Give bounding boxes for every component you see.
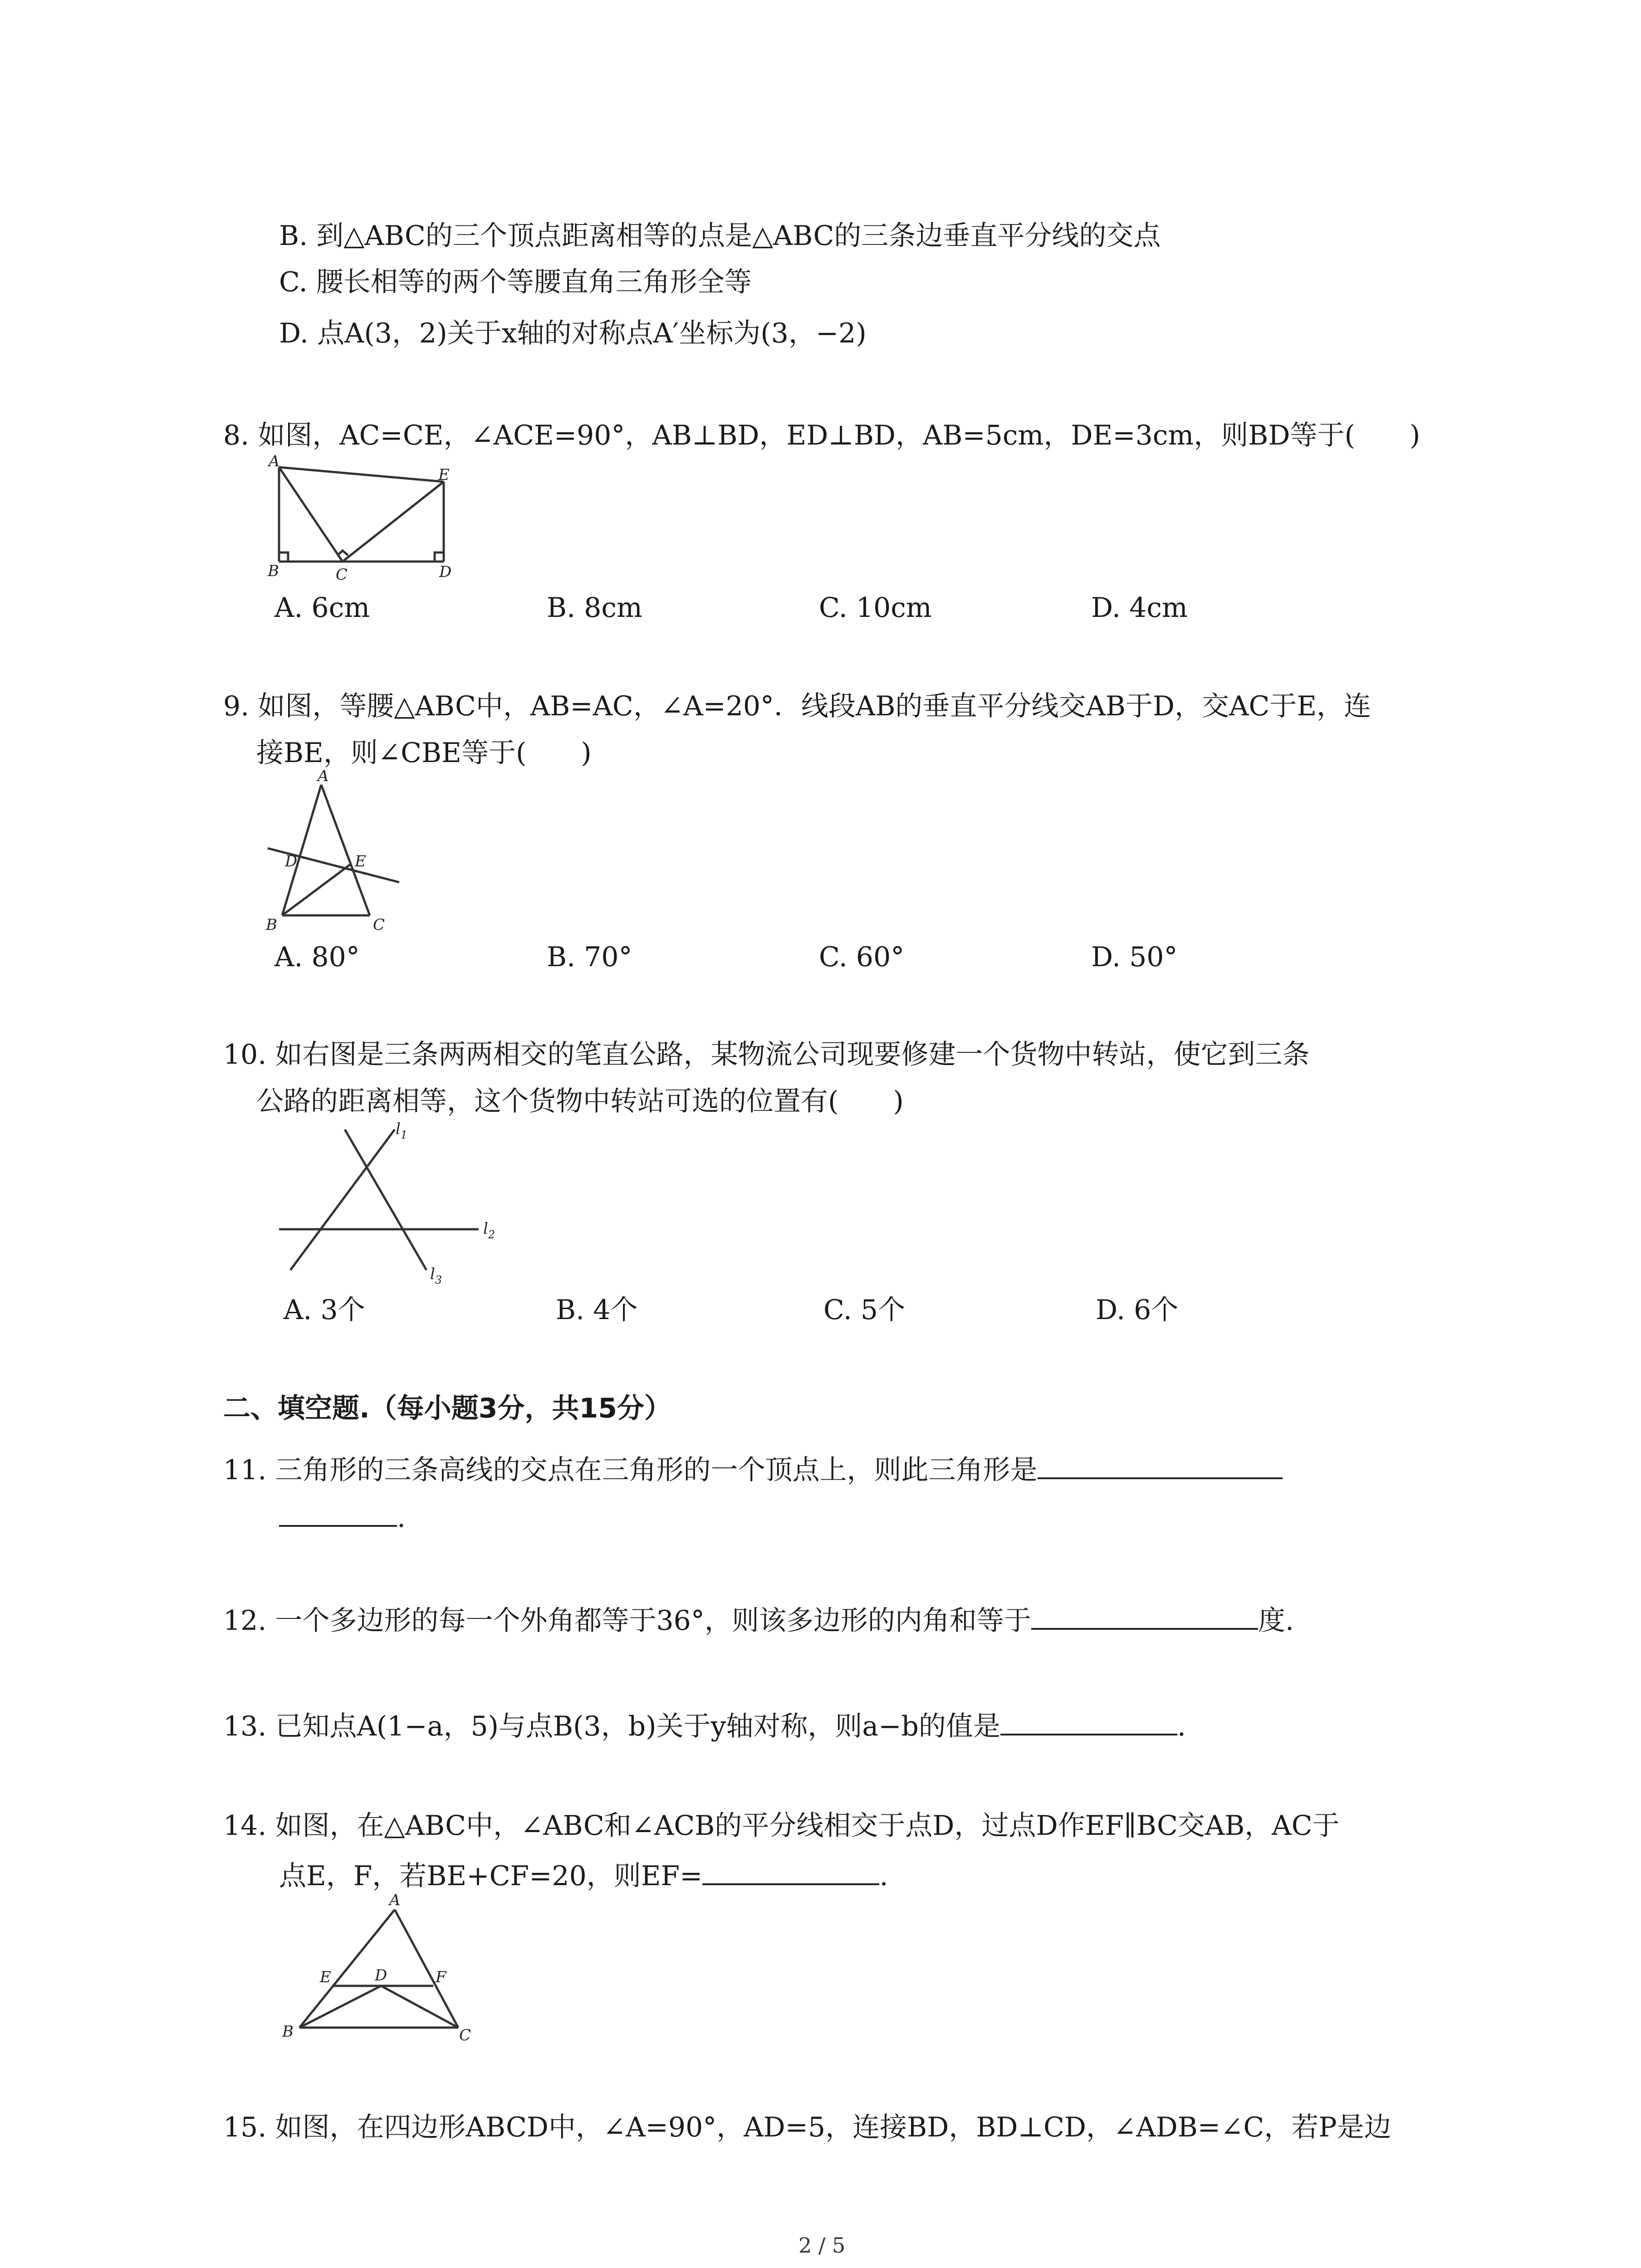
q14-label-f: F — [436, 1968, 446, 1986]
q14-end: . — [879, 1860, 888, 1892]
q14-stem-line1: 14. 如图，在△ABC中，∠ABC和∠ACB的平分线相交于点D，过点D作EF∥BC交AB，AC于 — [223, 1810, 1340, 1842]
q14-label-b: B — [282, 2023, 294, 2041]
q9-segment-ac — [321, 785, 370, 915]
q13-end: . — [1177, 1711, 1186, 1742]
q10-road-l3 — [345, 1129, 426, 1270]
q9-segment-be — [282, 864, 351, 915]
q8-segment-ce — [343, 482, 444, 562]
q8-label-d: D — [439, 563, 452, 581]
q8-right-angle-d — [435, 552, 444, 562]
q10-stem-line2: 公路的距离相等，这个货物中转站可选的位置有( ) — [256, 1085, 904, 1117]
q8-options — [274, 590, 1363, 626]
q9-stem-line2: 接BE，则∠CBE等于( ) — [256, 737, 592, 769]
q14-segment-bd — [299, 1986, 381, 2028]
q10-figure — [272, 1120, 535, 1288]
q11-answer-blank[interactable] — [1038, 1449, 1283, 1479]
q13-text — [223, 1706, 1186, 1745]
q12-text — [223, 1600, 1294, 1639]
q9-figure — [254, 767, 417, 943]
q9-option-b: B. 70° — [547, 941, 632, 973]
q8-label-b: B — [268, 562, 279, 580]
q8-option-c: C. 10cm — [819, 592, 932, 624]
page-number: 2 / 5 — [798, 2233, 846, 2258]
q7-option-b: B. 到△ABC的三个顶点距离相等的点是△ABC的三条边垂直平分线的交点 — [279, 220, 1161, 252]
q11-end: . — [397, 1502, 406, 1534]
q14-stem-line2 — [279, 1855, 888, 1894]
q8-label-e: E — [438, 466, 450, 484]
q8-stem: 8. 如图，AC=CE，∠ACE=90°，AB⊥BD，ED⊥BD，AB=5cm，DE=3cm，则BD等于( ) — [223, 420, 1421, 451]
q8-figure — [254, 454, 463, 590]
q9-option-c: C. 60° — [819, 941, 905, 973]
q12-answer-blank[interactable] — [1031, 1600, 1258, 1630]
q11-text — [223, 1449, 1283, 1488]
q13-answer-blank[interactable] — [1000, 1706, 1177, 1735]
q14-label-a: A — [389, 1891, 401, 1909]
q8-right-angle-b — [279, 552, 288, 562]
q9-label-e: E — [355, 852, 366, 870]
section-fill-in-title: 二、填空题.（每小题3分，共15分） — [223, 1393, 672, 1424]
q12-end: 度. — [1258, 1605, 1294, 1637]
q10-stem-line1: 10. 如右图是三条两两相交的笔直公路，某物流公司现要修建一个货物中转站，使它到三条 — [223, 1039, 1310, 1070]
q11-stem: 11. 三角形的三条高线的交点在三角形的一个顶点上，则此三角形是 — [223, 1454, 1038, 1486]
q9-options — [274, 939, 1363, 975]
q14-stem-line2-text: 点E，F，若BE+CF=20，则EF= — [279, 1860, 703, 1892]
q14-label-c: C — [459, 2026, 471, 2044]
q10-label-l1: $l_1$ — [396, 1120, 408, 1141]
q10-options — [284, 1292, 1372, 1328]
q8-segment-ae — [279, 467, 444, 482]
q14-label-d: D — [375, 1966, 387, 1984]
q8-option-b: B. 8cm — [547, 592, 642, 624]
q10-option-a: A. 3个 — [284, 1294, 365, 1326]
q10-option-b: B. 4个 — [556, 1294, 638, 1326]
q9-label-c: C — [373, 916, 385, 934]
q8-label-c: C — [336, 566, 348, 584]
q14-label-e: E — [320, 1968, 331, 1986]
q13-stem: 13. 已知点A(1−a，5)与点B(3，b)关于y轴对称，则a−b的值是 — [223, 1711, 1000, 1742]
q15-stem-line1: 15. 如图，在四边形ABCD中，∠A=90°，AD=5，连接BD，BD⊥CD，∠ADB=∠C，若P是边 — [223, 2112, 1391, 2143]
q11-line2 — [279, 1497, 406, 1536]
q9-label-a: A — [318, 767, 329, 785]
q10-label-l2: $l_2$ — [483, 1220, 495, 1241]
q10-option-d: D. 6个 — [1096, 1294, 1179, 1326]
q7-option-d: D. 点A(3，2)关于x轴的对称点A′坐标为(3，−2) — [279, 318, 867, 349]
q12-stem: 12. 一个多边形的每一个外角都等于36°，则该多边形的内角和等于 — [223, 1605, 1031, 1637]
q9-label-d: D — [285, 852, 298, 870]
q9-stem-line1: 9. 如图，等腰△ABC中，AB=AC，∠A=20°．线段AB的垂直平分线交AB于D，交AC于E，连 — [223, 690, 1372, 722]
q8-option-a: A. 6cm — [274, 592, 370, 624]
q9-label-b: B — [266, 916, 277, 934]
q10-road-l1 — [290, 1129, 395, 1270]
q11-answer-blank-continued[interactable] — [279, 1497, 397, 1527]
q8-option-d: D. 4cm — [1091, 592, 1188, 624]
q10-label-l3: $l_3$ — [430, 1265, 442, 1286]
q9-option-a: A. 80° — [274, 941, 360, 973]
q14-answer-blank[interactable] — [702, 1855, 879, 1885]
q8-segment-ac — [279, 467, 343, 562]
q8-label-a: A — [269, 452, 280, 470]
q8-right-angle-c — [338, 551, 348, 555]
q10-option-c: C. 5个 — [823, 1294, 906, 1326]
q7-option-c: C. 腰长相等的两个等腰直角三角形全等 — [279, 266, 752, 298]
q9-segment-ab — [282, 785, 321, 915]
q9-option-d: D. 50° — [1091, 941, 1178, 973]
q14-figure — [272, 1891, 481, 2044]
